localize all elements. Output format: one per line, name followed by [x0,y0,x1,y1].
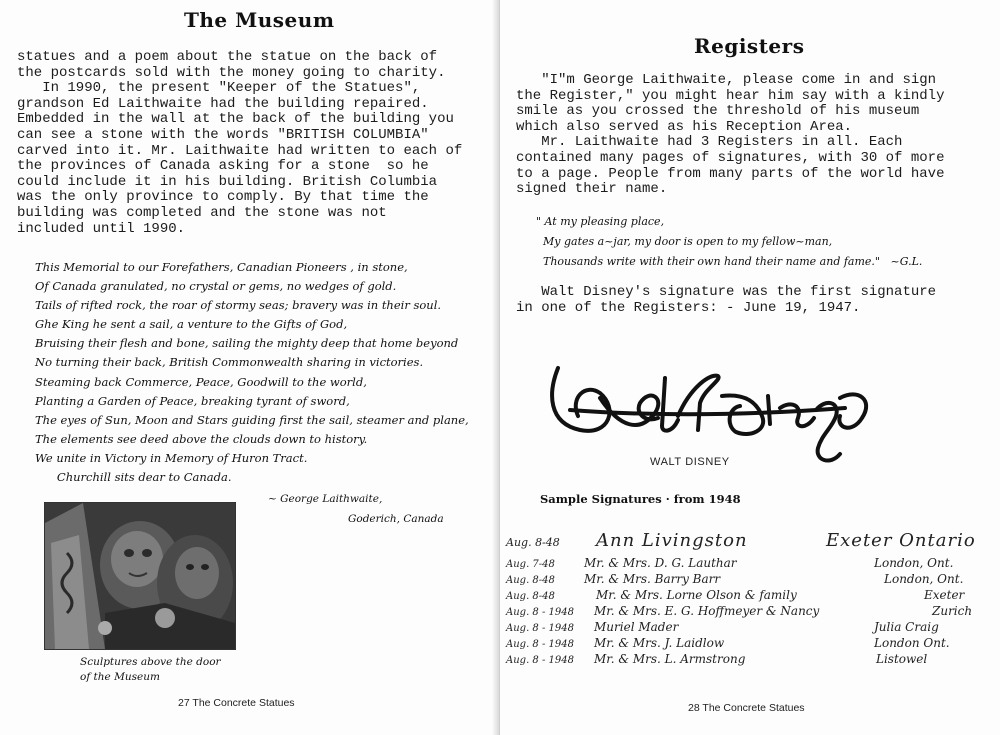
body-line: which also served as his Reception Area. [516,118,853,135]
entry-place: Zurich [932,604,973,618]
poem-line: The elements see deed above the clouds down to history. [35,431,368,446]
body-line: included until 1990. [17,220,186,237]
body-line: Embedded in the wall at the back of the building you [17,111,454,128]
left-page-footer: 27 The Concrete Statues [178,697,295,709]
body-line: to a page. People from many parts of the world have [516,165,945,182]
right-page-title: Registers [694,34,805,58]
memorial-poem [35,258,469,487]
entry-date: Aug. 8-48 [506,591,555,602]
poem-line: Tails of rifted rock, the roar of stormy seas; bravery was in their soul. [35,298,442,313]
body-line: was the only province to comply. By that time the [17,189,429,206]
body-line: the provinces of Canada asking for a stone so he [17,158,429,175]
entry-name: Mr. & Mrs. J. Laidlow [594,636,725,650]
poem-line: The eyes of Sun, Moon and Stars guiding first the sail, steamer and plane, [35,412,469,427]
body-line: Walt Disney's signature was the first signature [516,284,937,300]
body-line: carved into it. Mr. Laithwaite had written to each of [17,142,463,159]
entry-name: Muriel Mader [594,620,679,634]
body-line: "I"m George Laithwaite, please come in and sign [516,72,937,88]
poem-attribution-place: Goderich, Canada [348,513,444,525]
entry-name: Mr. & Mrs. D. G. Lauthar [584,556,737,570]
entry-name: Mr. & Mrs. E. G. Hoffmeyer & Nancy [594,604,820,618]
body-line: could include it in his building. British Columbia [17,173,438,190]
quote-line: My gates a~jar, my door is open to my fellow~man, [536,235,833,248]
body-line: can see a stone with the words "BRITISH COLUMBIA" [17,126,429,143]
entry-place: London, Ont. [884,572,964,586]
quote-line: " At my pleasing place, [536,215,665,228]
body-line: contained many pages of signatures, with 30 of more [516,149,945,166]
sample-signatures-heading: Sample Signatures · from 1948 [540,492,741,506]
body-line: building was completed and the stone was not [17,204,387,221]
sculptures-photo [44,502,236,650]
entry-date: Aug. 8 - 1948 [506,623,574,634]
signature-caption: WALT DISNEY [650,456,730,468]
entry-place: Exeter [924,588,965,602]
entry-date: Aug. 8 - 1948 [506,607,574,618]
entry-place: Julia Craig [874,620,939,634]
poem-line: This Memorial to our Forefathers, Canadian Pioneers , in stone, [35,260,408,274]
body-line: Mr. Laithwaite had 3 Registers in all. Each [516,134,903,151]
entry-place: Exeter Ontario [826,530,976,551]
poem-line: Churchill sits dear to Canada. [35,470,232,485]
sculptures-image [45,503,235,649]
poem-line: We unite in Victory in Memory of Huron Tract. [35,450,308,465]
right-page-footer: 28 The Concrete Statues [688,702,805,714]
entry-date: Aug. 8 - 1948 [506,655,574,666]
entry-place: London, Ont. [874,556,954,570]
entry-name: Mr. & Mrs. L. Armstrong [594,652,746,666]
entry-name: Mr. & Mrs. Lorne Olson & family [596,588,797,602]
body-line: the postcards sold with the money going to charity. [17,64,446,81]
poem-line: Of Canada granulated, no crystal or gems, no wedges of gold. [35,279,397,294]
poem-attribution-name: ~ George Laithwaite, [268,493,383,505]
entry-date: Aug. 8-48 [506,575,555,586]
body-line: statues and a poem about the statue on the back of [17,49,438,65]
poem-line: Steaming back Commerce, Peace, Goodwill to the world, [35,374,367,389]
laithwaite-quote [536,212,922,272]
body-line: the Register," you might hear him say with a kindly [516,87,945,104]
body-line: signed their name. [516,181,668,198]
body-line: In 1990, the present "Keeper of the Statues", [17,80,421,97]
entry-date: Aug. 8-48 [506,536,560,549]
poem-line: No turning their back, British Commonwealth sharing in victories. [35,355,424,370]
quote-line: Thousands write with their own hand their name and fame." ~G.L. [536,255,923,268]
register-entries [504,528,994,668]
photo-caption-line1: Sculptures above the door [80,656,221,668]
disney-paragraph [516,285,936,316]
entry-name: Ann Livingston [596,530,748,551]
entry-place: Listowel [876,652,928,666]
poem-line: Planting a Garden of Peace, breaking tyrant of sword, [35,393,350,408]
body-line: smile as you crossed the threshold of his museum [516,103,920,120]
entry-name: Mr. & Mrs. Barry Barr [584,572,721,586]
poem-line: Ghe King he sent a sail, a venture to the Gifts of God, [35,317,348,332]
right-page-body [516,73,944,198]
body-line: grandson Ed Laithwaite had the building repaired. [17,95,429,112]
photo-caption-line2: of the Museum [80,671,160,683]
entry-place: London Ont. [874,636,950,650]
register-entry [504,530,994,556]
entry-date: Aug. 8 - 1948 [506,639,574,650]
register-entry [504,652,994,672]
left-page-title: The Museum [184,8,335,32]
body-line: in one of the Registers: - June 19, 1947. [516,299,861,316]
entry-date: Aug. 7-48 [506,559,555,570]
left-page-body [17,50,462,237]
poem-line: Bruising their flesh and bone, sailing the mighty deep that home beyond [35,336,459,351]
